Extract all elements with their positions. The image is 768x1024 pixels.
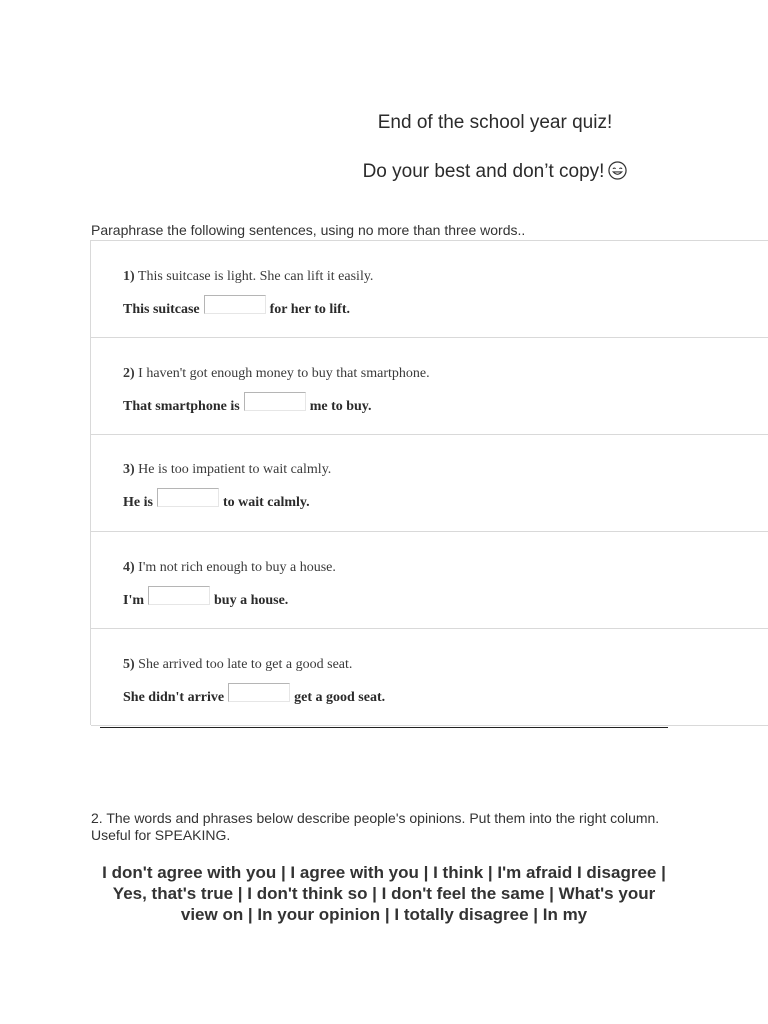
question-number: 4) (123, 560, 135, 575)
answer-input-4[interactable] (148, 586, 210, 605)
rewrite-suffix: buy a house. (214, 593, 289, 608)
question-number: 3) (123, 462, 135, 477)
rewrite-suffix: for her to lift. (269, 302, 350, 317)
question-rewrite (123, 392, 372, 415)
answer-input-3[interactable] (157, 488, 219, 507)
question-rewrite (123, 295, 350, 318)
smiley-face-icon (608, 161, 627, 180)
rewrite-suffix: me to buy. (309, 399, 372, 414)
question-5 (91, 629, 768, 726)
exercise-1-instruction: Paraphrase the following sentences, using no more than three words.. (91, 222, 526, 238)
question-text: I'm not rich enough to buy a house. (138, 560, 336, 575)
question-sentence (123, 269, 373, 285)
answer-input-5[interactable] (228, 683, 290, 702)
question-rewrite (123, 488, 310, 511)
rewrite-suffix: get a good seat. (294, 690, 386, 705)
quiz-title: End of the school year quiz! (377, 112, 613, 133)
rewrite-prefix: This suitcase (123, 302, 200, 317)
question-sentence (123, 366, 430, 382)
answer-input-1[interactable] (204, 295, 266, 314)
question-text: She arrived too late to get a good seat. (138, 657, 353, 672)
quiz-subtitle-text: Do your best and don’t copy! (362, 161, 605, 182)
section-divider (100, 727, 668, 728)
question-text: I haven't got enough money to buy that smartphone. (138, 366, 430, 381)
rewrite-prefix: He is (123, 495, 153, 510)
answer-input-2[interactable] (244, 392, 306, 411)
question-sentence (123, 657, 352, 673)
question-rewrite (123, 683, 385, 706)
rewrite-prefix: I'm (123, 593, 144, 608)
question-sentence (123, 462, 331, 478)
quiz-subtitle (300, 161, 690, 183)
question-number: 2) (123, 366, 135, 381)
question-4 (91, 532, 768, 629)
exercise-1-container (90, 240, 768, 725)
question-text: This suitcase is light. She can lift it easily. (137, 269, 374, 284)
rewrite-suffix: to wait calmly. (222, 495, 310, 510)
exercise-2-instruction: 2. The words and phrases below describe people's opinions. Put them into the right column. Useful for SPEAKING. (91, 810, 660, 843)
opinion-phrases: I don't agree with you | I agree with you | I think | I'm afraid I disagree | Yes, that's true | I don't think so | I don't feel the same | What's your view on | In your opinion | I totally disagree | In my (102, 863, 666, 924)
question-number: 5) (123, 657, 135, 672)
question-2 (91, 338, 768, 435)
rewrite-prefix: She didn't arrive (123, 690, 225, 705)
question-3 (91, 435, 768, 532)
question-1 (91, 241, 768, 338)
question-sentence (123, 560, 336, 576)
question-text: He is too impatient to wait calmly. (138, 462, 332, 477)
question-number: 1) (123, 269, 135, 284)
question-rewrite (123, 586, 288, 609)
rewrite-prefix: That smartphone is (123, 399, 240, 414)
